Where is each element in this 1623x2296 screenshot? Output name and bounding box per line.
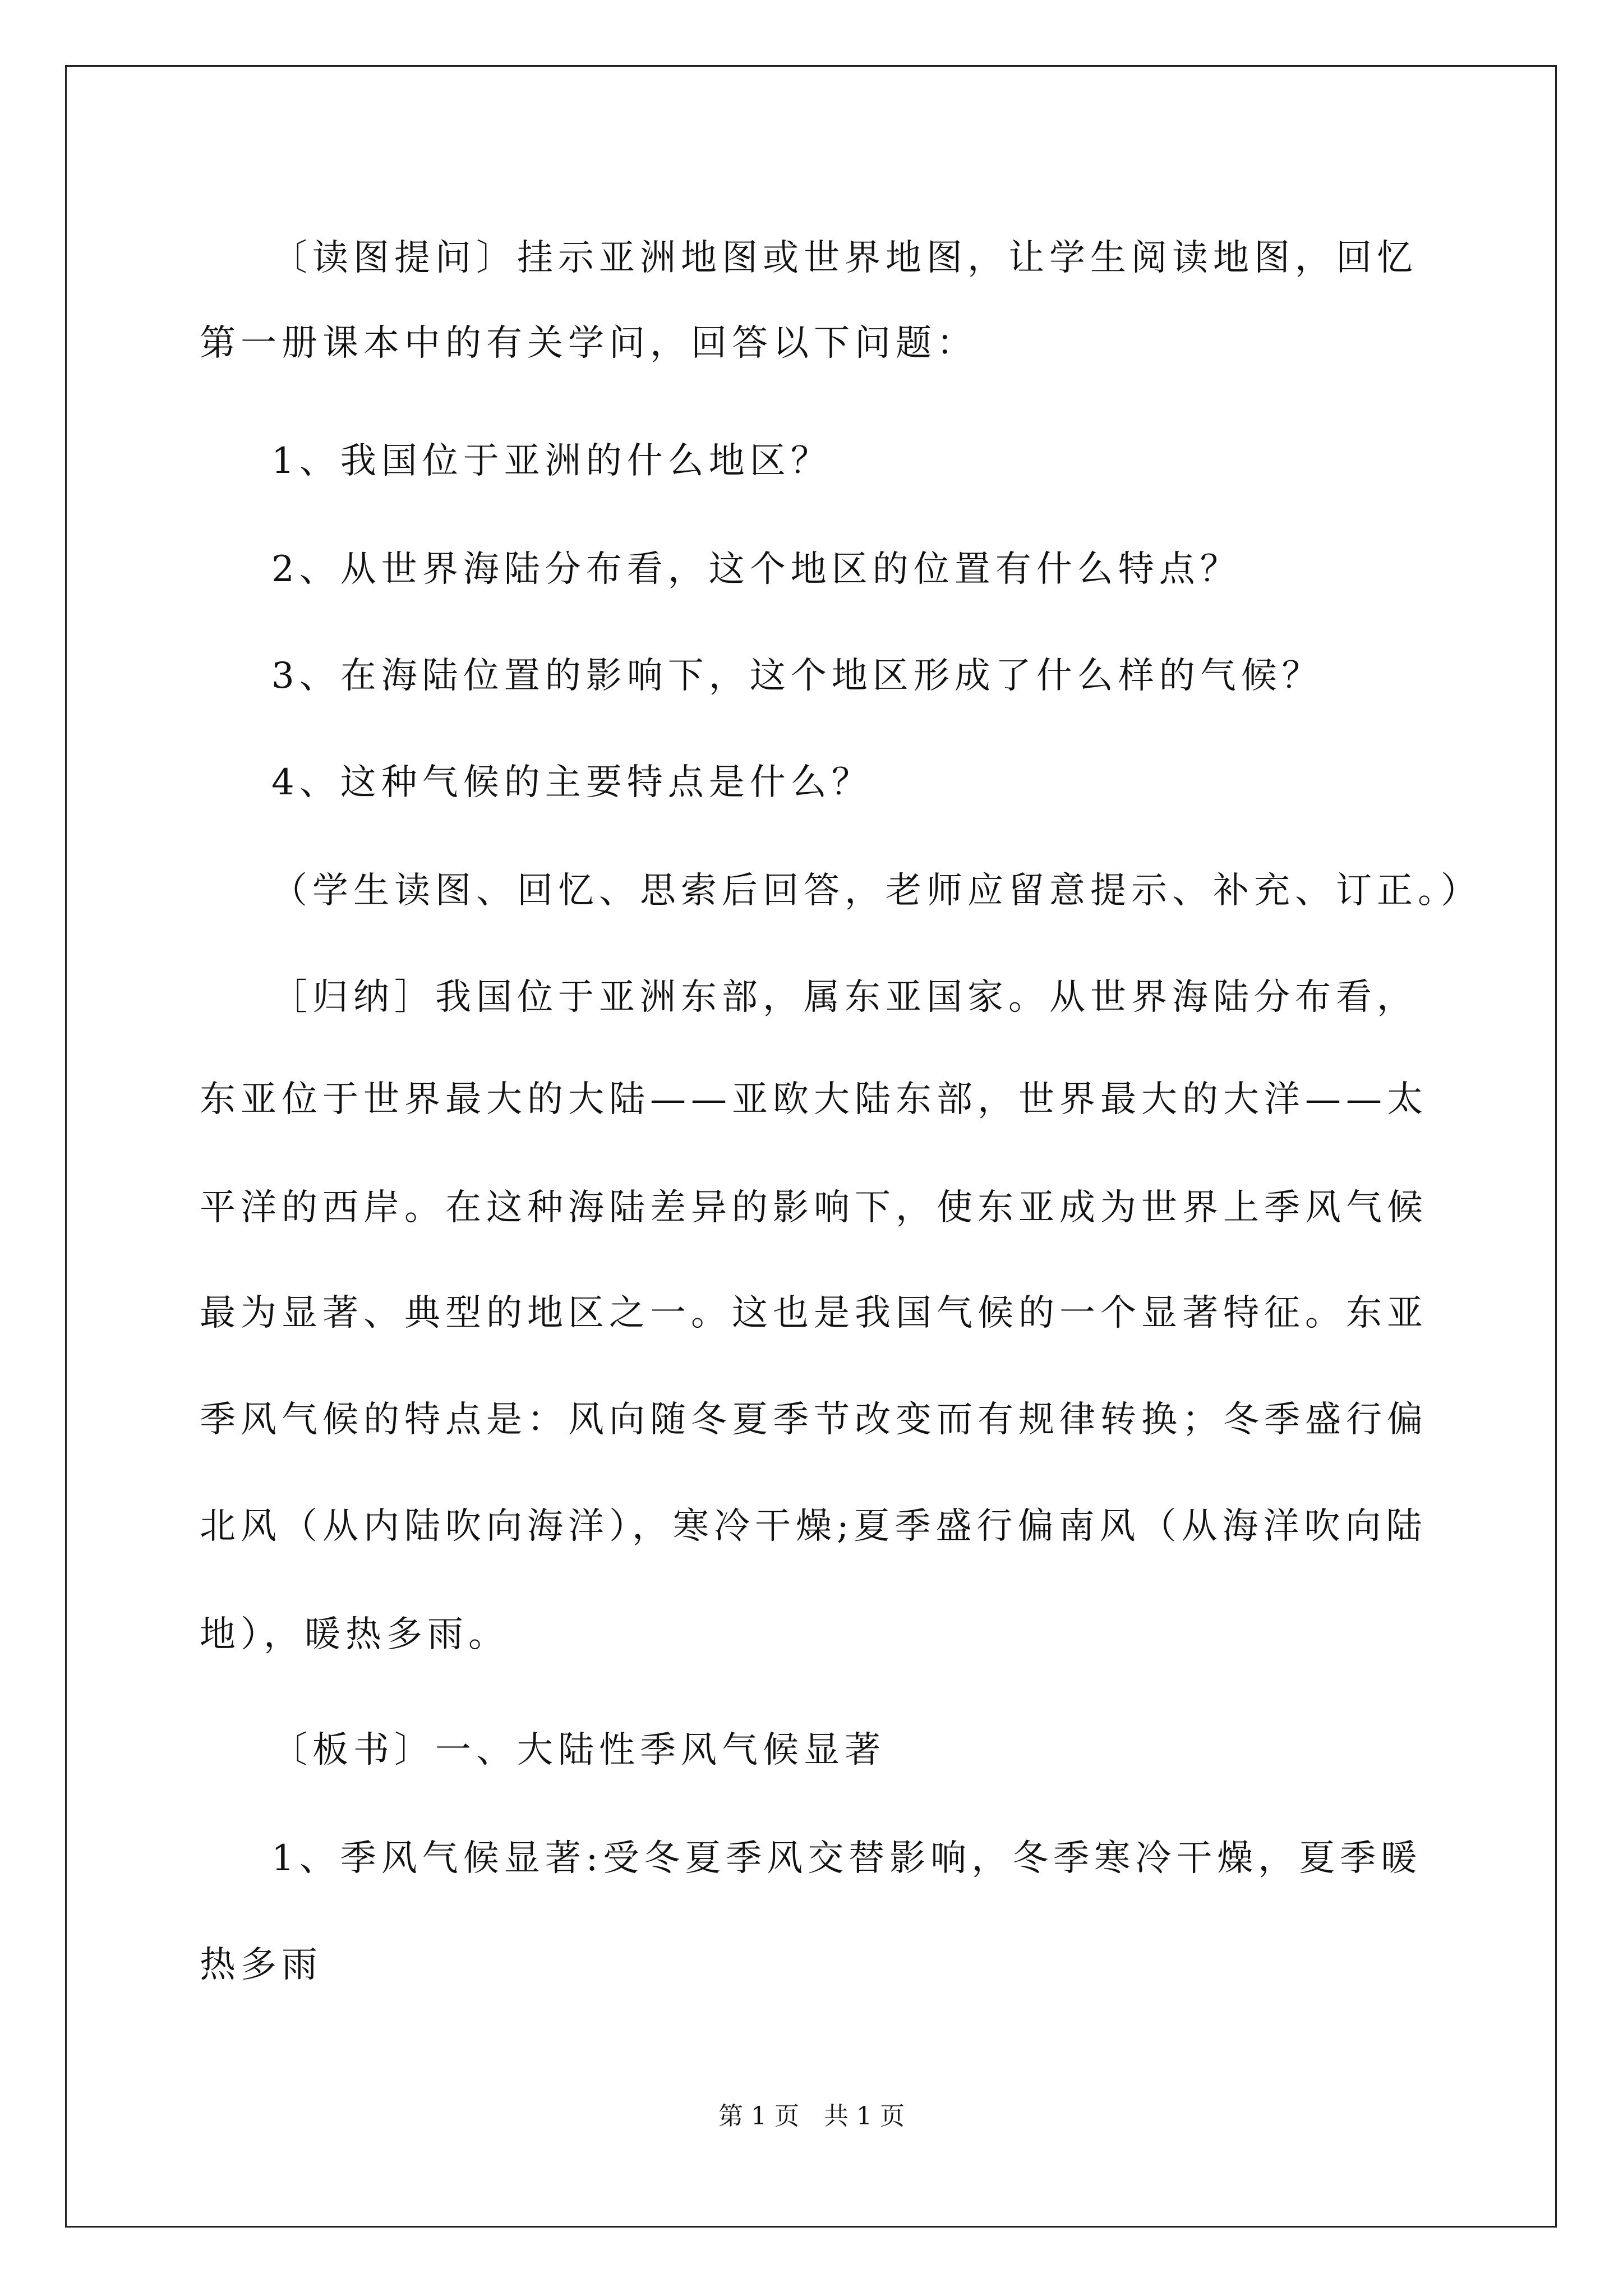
student-activity-note: （学生读图、回忆、思索后回答，老师应留意提示、补充、订正。） bbox=[271, 870, 1482, 912]
summary-line-5: 季风气候的特点是：风向随冬夏季节改变而有规律转换；冬季盛行偏 bbox=[200, 1399, 1428, 1441]
summary-line-3: 平洋的西岸。在这种海陆差异的影响下，使东亚成为世界上季风气候 bbox=[200, 1187, 1428, 1228]
paragraph-line-1: 〔读图提问〕挂示亚洲地图或世界地图，让学生阅读地图，回忆 bbox=[271, 237, 1418, 279]
question-3: 3、在海陆位置的影响下，这个地区形成了什么样的气候？ bbox=[271, 655, 1323, 697]
summary-line-6: 北风（从内陆吹向海洋），寒冷干燥;夏季盛行偏南风（从海洋吹向陆 bbox=[200, 1506, 1427, 1547]
board-point-1-continued: 热多雨 bbox=[200, 1944, 322, 1986]
summary-line-2: 东亚位于世界最大的大陆——亚欧大陆东部，世界最大的大洋——太 bbox=[200, 1079, 1428, 1120]
summary-line-7: 地），暖热多雨。 bbox=[200, 1614, 509, 1655]
summary-line-4: 最为显著、典型的地区之一。这也是我国气候的一个显著特征。东亚 bbox=[200, 1292, 1428, 1334]
question-1: 1、我国位于亚洲的什么地区？ bbox=[271, 440, 832, 482]
paragraph-line-2: 第一册课本中的有关学问，回答以下问题： bbox=[200, 323, 978, 364]
page-number-footer: 第 1 页 共 1 页 bbox=[718, 2102, 905, 2131]
board-heading: 〔板书〕一、大陆性季风气候显著 bbox=[271, 1729, 886, 1771]
page-border bbox=[65, 65, 1557, 2228]
question-2: 2、从世界海陆分布看，这个地区的位置有什么特点？ bbox=[271, 549, 1241, 590]
summary-line-1: ［归纳］我国位于亚洲东部，属东亚国家。从世界海陆分布看， bbox=[271, 977, 1418, 1018]
board-point-1: 1、季风气候显著:受冬夏季风交替影响，冬季寒冷干燥，夏季暖 bbox=[271, 1838, 1422, 1879]
question-4: 4、这种气候的主要特点是什么？ bbox=[271, 762, 873, 803]
